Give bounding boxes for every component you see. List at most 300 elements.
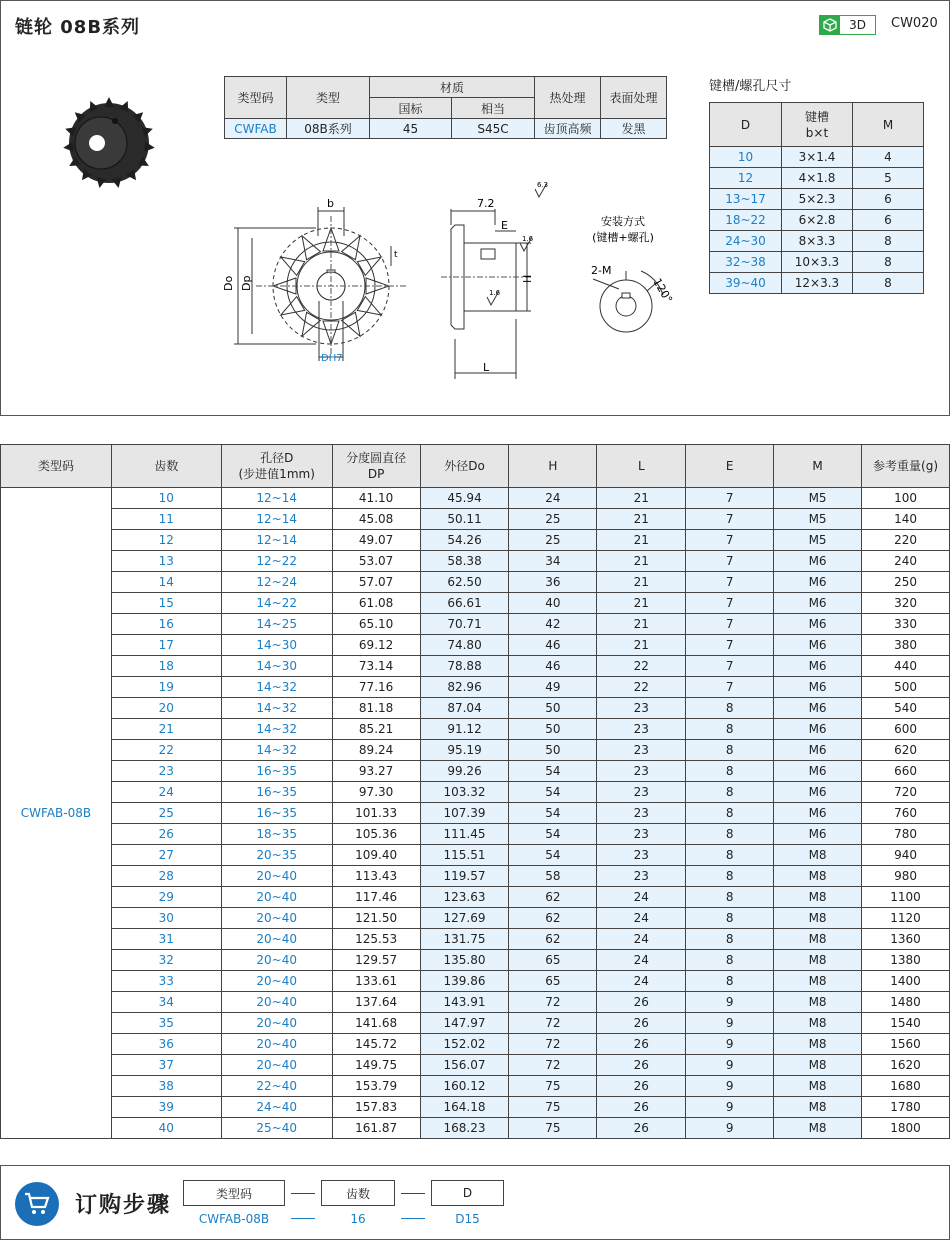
th-model-code: 类型码	[225, 77, 287, 119]
keyway-cell-bt: 5×2.3	[782, 189, 853, 210]
front-view-drawing	[216, 191, 416, 371]
cell-h: 72	[509, 1034, 597, 1055]
cell-bore: 20~40	[221, 950, 332, 971]
cell-l: 23	[597, 824, 686, 845]
cell-h: 46	[509, 656, 597, 677]
cell-e: 9	[686, 992, 774, 1013]
cell-e: 8	[686, 887, 774, 908]
cell-h: 75	[509, 1076, 597, 1097]
cell-m: M5	[774, 530, 862, 551]
cell-m: M6	[774, 782, 862, 803]
cell-h: 72	[509, 1055, 597, 1076]
cell-bore: 20~40	[221, 887, 332, 908]
cell-e: 9	[686, 1013, 774, 1034]
cell-h: 40	[509, 593, 597, 614]
3d-model-button[interactable]	[819, 15, 876, 35]
cell-outer: 78.88	[420, 656, 509, 677]
cell-outer: 87.04	[420, 698, 509, 719]
cell-l: 23	[597, 761, 686, 782]
cell-l: 24	[597, 929, 686, 950]
cell-teeth: 26	[111, 824, 221, 845]
cell-e: 7	[686, 656, 774, 677]
table-row	[1, 740, 950, 761]
cell-weight: 540	[862, 698, 950, 719]
order-connector	[401, 1193, 425, 1194]
cell-m: M6	[774, 656, 862, 677]
table-row	[1, 530, 950, 551]
cell-outer: 91.12	[420, 719, 509, 740]
cell-outer: 82.96	[420, 677, 509, 698]
cell-m: M6	[774, 572, 862, 593]
cell-pitch: 73.14	[332, 656, 420, 677]
cell-outer: 99.26	[420, 761, 509, 782]
table-row	[1, 656, 950, 677]
th-equivalent: 相当	[452, 98, 535, 119]
cell-h: 54	[509, 761, 597, 782]
keyway-cell-d: 24~30	[710, 231, 782, 252]
cell-h: 54	[509, 803, 597, 824]
cell-weight: 1540	[862, 1013, 950, 1034]
keyway-cell-m: 6	[853, 210, 924, 231]
table-row	[1, 719, 950, 740]
cell-pitch: 105.36	[332, 824, 420, 845]
cell-h: 75	[509, 1118, 597, 1139]
cell-pitch: 101.33	[332, 803, 420, 824]
cell-e: 9	[686, 1097, 774, 1118]
cell-m: M6	[774, 593, 862, 614]
cell-h: 42	[509, 614, 597, 635]
keyway-cell-d: 39~40	[710, 273, 782, 294]
cell-outer: 107.39	[420, 803, 509, 824]
th-bore: 孔径D (步进值1mm)	[221, 445, 332, 488]
spec-table	[0, 444, 950, 1139]
cell-pitch: 97.30	[332, 782, 420, 803]
table-row	[1, 971, 950, 992]
page-title: 链轮 08B系列	[15, 17, 141, 38]
cell-teeth: 10	[111, 488, 221, 509]
cell-weight: 440	[862, 656, 950, 677]
cell-h: 50	[509, 740, 597, 761]
cell-weight: 1680	[862, 1076, 950, 1097]
cell-bore: 12~24	[221, 572, 332, 593]
cell-teeth: 14	[111, 572, 221, 593]
table-row	[1, 866, 950, 887]
table-row	[1, 908, 950, 929]
keyway-row	[710, 147, 924, 168]
cell-weight: 1400	[862, 971, 950, 992]
order-step-d-value: D15	[455, 1212, 480, 1226]
keyway-cell-d: 13~17	[710, 189, 782, 210]
cell-teeth: 38	[111, 1076, 221, 1097]
th-national: 国标	[370, 98, 452, 119]
cell-bore: 14~32	[221, 698, 332, 719]
cell-outer: 74.80	[420, 635, 509, 656]
cell-equivalent: S45C	[452, 119, 535, 139]
cell-weight: 320	[862, 593, 950, 614]
cell-outer: 156.07	[420, 1055, 509, 1076]
cell-weight: 1100	[862, 887, 950, 908]
table-row	[1, 572, 950, 593]
table-row	[1, 698, 950, 719]
cell-pitch: 81.18	[332, 698, 420, 719]
mount-title: 安装方式	[601, 215, 645, 228]
cell-m: M6	[774, 803, 862, 824]
cell-l: 23	[597, 866, 686, 887]
cell-l: 22	[597, 677, 686, 698]
keyway-row	[710, 210, 924, 231]
cell-e: 7	[686, 572, 774, 593]
table-row	[1, 593, 950, 614]
keyway-cell-bt: 6×2.8	[782, 210, 853, 231]
cell-pitch: 69.12	[332, 635, 420, 656]
th-weight: 参考重量(g)	[862, 445, 950, 488]
cell-bore: 14~30	[221, 635, 332, 656]
cell-l: 21	[597, 488, 686, 509]
keyway-cell-d: 10	[710, 147, 782, 168]
label-2m: 2-M	[591, 264, 612, 277]
cell-m: M6	[774, 740, 862, 761]
cell-e: 8	[686, 740, 774, 761]
order-connector-value	[291, 1218, 315, 1219]
table-row	[1, 824, 950, 845]
cell-teeth: 28	[111, 866, 221, 887]
cell-m: M8	[774, 866, 862, 887]
cell-e: 9	[686, 1076, 774, 1097]
cell-weight: 940	[862, 845, 950, 866]
cell-weight: 140	[862, 509, 950, 530]
table-row	[1, 677, 950, 698]
cell-outer: 115.51	[420, 845, 509, 866]
cell-e: 7	[686, 488, 774, 509]
cell-h: 75	[509, 1097, 597, 1118]
label-l: L	[483, 361, 490, 374]
table-row	[1, 1034, 950, 1055]
cell-l: 23	[597, 803, 686, 824]
cell-weight: 780	[862, 824, 950, 845]
cell-e: 8	[686, 929, 774, 950]
cube-icon	[820, 16, 840, 34]
cell-teeth: 17	[111, 635, 221, 656]
cell-outer: 45.94	[420, 488, 509, 509]
cell-pitch: 157.83	[332, 1097, 420, 1118]
cell-weight: 1380	[862, 950, 950, 971]
label-do: Do	[222, 275, 235, 291]
keyway-cell-bt: 8×3.3	[782, 231, 853, 252]
th-e: E	[686, 445, 774, 488]
keyway-table	[709, 102, 924, 294]
cell-teeth: 23	[111, 761, 221, 782]
cell-h: 24	[509, 488, 597, 509]
cell-weight: 330	[862, 614, 950, 635]
cell-pitch: 121.50	[332, 908, 420, 929]
cell-pitch: 149.75	[332, 1055, 420, 1076]
cell-e: 8	[686, 866, 774, 887]
order-step-model-label: 类型码	[183, 1180, 285, 1206]
cell-weight: 240	[862, 551, 950, 572]
cell-pitch: 85.21	[332, 719, 420, 740]
cell-l: 24	[597, 950, 686, 971]
cell-m: M8	[774, 1034, 862, 1055]
cell-e: 8	[686, 971, 774, 992]
cell-outer: 111.45	[420, 824, 509, 845]
th-teeth: 齿数	[111, 445, 221, 488]
cell-bore: 12~14	[221, 488, 332, 509]
cell-teeth: 11	[111, 509, 221, 530]
cell-m: M8	[774, 1076, 862, 1097]
cell-weight: 720	[862, 782, 950, 803]
order-step-teeth-label: 齿数	[321, 1180, 395, 1206]
cell-pitch: 153.79	[332, 1076, 420, 1097]
cell-outer: 95.19	[420, 740, 509, 761]
cell-h: 50	[509, 719, 597, 740]
cell-h: 36	[509, 572, 597, 593]
cell-teeth: 19	[111, 677, 221, 698]
cell-m: M5	[774, 509, 862, 530]
cell-pitch: 109.40	[332, 845, 420, 866]
cell-outer: 50.11	[420, 509, 509, 530]
keyway-row	[710, 168, 924, 189]
cell-l: 26	[597, 1034, 686, 1055]
cell-weight: 380	[862, 635, 950, 656]
th-l: L	[597, 445, 686, 488]
cell-bore: 20~40	[221, 971, 332, 992]
order-step-d-label: D	[431, 1180, 504, 1206]
label-rough-6-3: 6.3	[537, 181, 549, 189]
order-connector	[291, 1193, 315, 1194]
cell-l: 23	[597, 698, 686, 719]
keyway-cell-d: 18~22	[710, 210, 782, 231]
cell-e: 8	[686, 824, 774, 845]
cell-m: M8	[774, 1013, 862, 1034]
sprocket-photo	[61, 91, 161, 191]
cell-bore: 18~35	[221, 824, 332, 845]
label-rough-1-6a: 1.6	[522, 235, 534, 243]
cell-h: 46	[509, 635, 597, 656]
cell-bore: 12~14	[221, 509, 332, 530]
keyway-cell-d: 32~38	[710, 252, 782, 273]
cell-bore: 14~32	[221, 719, 332, 740]
cart-icon	[15, 1182, 59, 1226]
cell-l: 24	[597, 971, 686, 992]
cell-e: 8	[686, 950, 774, 971]
table-row	[1, 1055, 950, 1076]
cell-teeth: 34	[111, 992, 221, 1013]
keyway-row	[710, 231, 924, 252]
table-row	[1, 929, 950, 950]
cell-e: 9	[686, 1118, 774, 1139]
label-b: b	[327, 197, 334, 210]
cell-pitch: 125.53	[332, 929, 420, 950]
cell-pitch: 57.07	[332, 572, 420, 593]
cell-e: 8	[686, 803, 774, 824]
cell-teeth: 30	[111, 908, 221, 929]
table-row	[1, 803, 950, 824]
cell-e: 8	[686, 845, 774, 866]
cell-teeth: 12	[111, 530, 221, 551]
product-info-panel	[0, 0, 950, 416]
cell-weight: 1800	[862, 1118, 950, 1139]
cell-pitch: 53.07	[332, 551, 420, 572]
cell-pitch: 89.24	[332, 740, 420, 761]
cell-e: 7	[686, 614, 774, 635]
cell-l: 21	[597, 509, 686, 530]
cell-h: 72	[509, 992, 597, 1013]
cell-bore: 20~40	[221, 929, 332, 950]
keyway-cell-m: 4	[853, 147, 924, 168]
th-surface: 表面处理	[601, 77, 667, 119]
order-step-teeth-value: 16	[350, 1212, 366, 1226]
table-row	[1, 551, 950, 572]
label-dp: Dp	[240, 275, 253, 291]
cell-pitch: 161.87	[332, 1118, 420, 1139]
cell-bore: 20~40	[221, 908, 332, 929]
cell-outer: 160.12	[420, 1076, 509, 1097]
th-pitch: 分度圆直径 DP	[332, 445, 420, 488]
th-d: D	[710, 103, 782, 147]
cell-pitch: 129.57	[332, 950, 420, 971]
cell-weight: 1120	[862, 908, 950, 929]
cell-bore: 12~14	[221, 530, 332, 551]
keyway-cell-m: 8	[853, 252, 924, 273]
label-e: E	[501, 219, 508, 232]
keyway-cell-bt: 12×3.3	[782, 273, 853, 294]
keyway-cell-m: 8	[853, 231, 924, 252]
cell-teeth: 29	[111, 887, 221, 908]
cell-weight: 1780	[862, 1097, 950, 1118]
cell-m: M8	[774, 929, 862, 950]
cell-l: 21	[597, 551, 686, 572]
cell-e: 7	[686, 530, 774, 551]
mount-subtitle: (键槽+螺孔)	[592, 231, 654, 244]
cell-l: 23	[597, 845, 686, 866]
cell-bore: 14~22	[221, 593, 332, 614]
cell-model: CWFAB-08B	[1, 488, 112, 1139]
cell-weight: 660	[862, 761, 950, 782]
cell-teeth: 21	[111, 719, 221, 740]
cell-weight: 1360	[862, 929, 950, 950]
cell-l: 26	[597, 992, 686, 1013]
cell-m: M8	[774, 1097, 862, 1118]
cell-m: M8	[774, 971, 862, 992]
table-row	[1, 614, 950, 635]
mounting-drawing	[581, 211, 691, 341]
cell-l: 26	[597, 1013, 686, 1034]
cell-outer: 147.97	[420, 1013, 509, 1034]
cell-h: 65	[509, 971, 597, 992]
cell-pitch: 45.08	[332, 509, 420, 530]
cell-weight: 1480	[862, 992, 950, 1013]
cell-bore: 22~40	[221, 1076, 332, 1097]
table-row	[1, 509, 950, 530]
table-row	[1, 887, 950, 908]
cell-e: 8	[686, 698, 774, 719]
cell-m: M6	[774, 635, 862, 656]
cell-outer: 168.23	[420, 1118, 509, 1139]
cell-outer: 54.26	[420, 530, 509, 551]
cell-pitch: 77.16	[332, 677, 420, 698]
cell-m: M6	[774, 677, 862, 698]
th-key: 键槽 b×t	[782, 103, 853, 147]
cell-pitch: 65.10	[332, 614, 420, 635]
cell-h: 65	[509, 950, 597, 971]
label-dh7: DH7	[321, 353, 343, 364]
cell-teeth: 15	[111, 593, 221, 614]
cell-teeth: 16	[111, 614, 221, 635]
cell-surface: 发黑	[601, 119, 667, 139]
cell-e: 7	[686, 677, 774, 698]
cell-teeth: 32	[111, 950, 221, 971]
cell-outer: 131.75	[420, 929, 509, 950]
cell-bore: 14~25	[221, 614, 332, 635]
table-row	[1, 950, 950, 971]
label-7-2: 7.2	[477, 197, 495, 210]
cell-outer: 70.71	[420, 614, 509, 635]
cell-bore: 20~40	[221, 1013, 332, 1034]
cell-weight: 980	[862, 866, 950, 887]
cell-h: 72	[509, 1013, 597, 1034]
cell-l: 21	[597, 593, 686, 614]
cell-h: 50	[509, 698, 597, 719]
cell-teeth: 25	[111, 803, 221, 824]
cell-h: 62	[509, 929, 597, 950]
cell-e: 7	[686, 551, 774, 572]
th-heat: 热处理	[535, 77, 601, 119]
table-row	[1, 761, 950, 782]
cell-teeth: 13	[111, 551, 221, 572]
cell-weight: 600	[862, 719, 950, 740]
cell-pitch: 113.43	[332, 866, 420, 887]
keyway-cell-m: 8	[853, 273, 924, 294]
cell-m: M8	[774, 887, 862, 908]
th-h: H	[509, 445, 597, 488]
cell-teeth: 33	[111, 971, 221, 992]
table-row	[1, 1118, 950, 1139]
table-row	[1, 635, 950, 656]
cell-model-code: CWFAB	[225, 119, 287, 139]
cell-m: M6	[774, 824, 862, 845]
3d-label: 3D	[849, 18, 866, 32]
cell-l: 24	[597, 887, 686, 908]
cell-weight: 620	[862, 740, 950, 761]
table-row	[1, 845, 950, 866]
cell-h: 54	[509, 824, 597, 845]
cell-h: 25	[509, 509, 597, 530]
table-row	[1, 992, 950, 1013]
cell-l: 21	[597, 530, 686, 551]
th-outer: 外径Do	[420, 445, 509, 488]
cell-e: 7	[686, 509, 774, 530]
cell-h: 62	[509, 887, 597, 908]
label-t: t	[394, 250, 398, 260]
cell-outer: 58.38	[420, 551, 509, 572]
cell-m: M6	[774, 761, 862, 782]
keyway-cell-bt: 4×1.8	[782, 168, 853, 189]
th-model: 类型码	[1, 445, 112, 488]
label-h: H	[521, 274, 534, 283]
cell-h: 58	[509, 866, 597, 887]
cell-bore: 20~40	[221, 992, 332, 1013]
label-120: 120°	[650, 276, 675, 306]
cell-e: 8	[686, 782, 774, 803]
cell-outer: 119.57	[420, 866, 509, 887]
cell-pitch: 145.72	[332, 1034, 420, 1055]
cell-e: 9	[686, 1034, 774, 1055]
cell-bore: 16~35	[221, 782, 332, 803]
cell-outer: 143.91	[420, 992, 509, 1013]
cell-teeth: 35	[111, 1013, 221, 1034]
keyway-cell-m: 5	[853, 168, 924, 189]
cell-bore: 14~30	[221, 656, 332, 677]
